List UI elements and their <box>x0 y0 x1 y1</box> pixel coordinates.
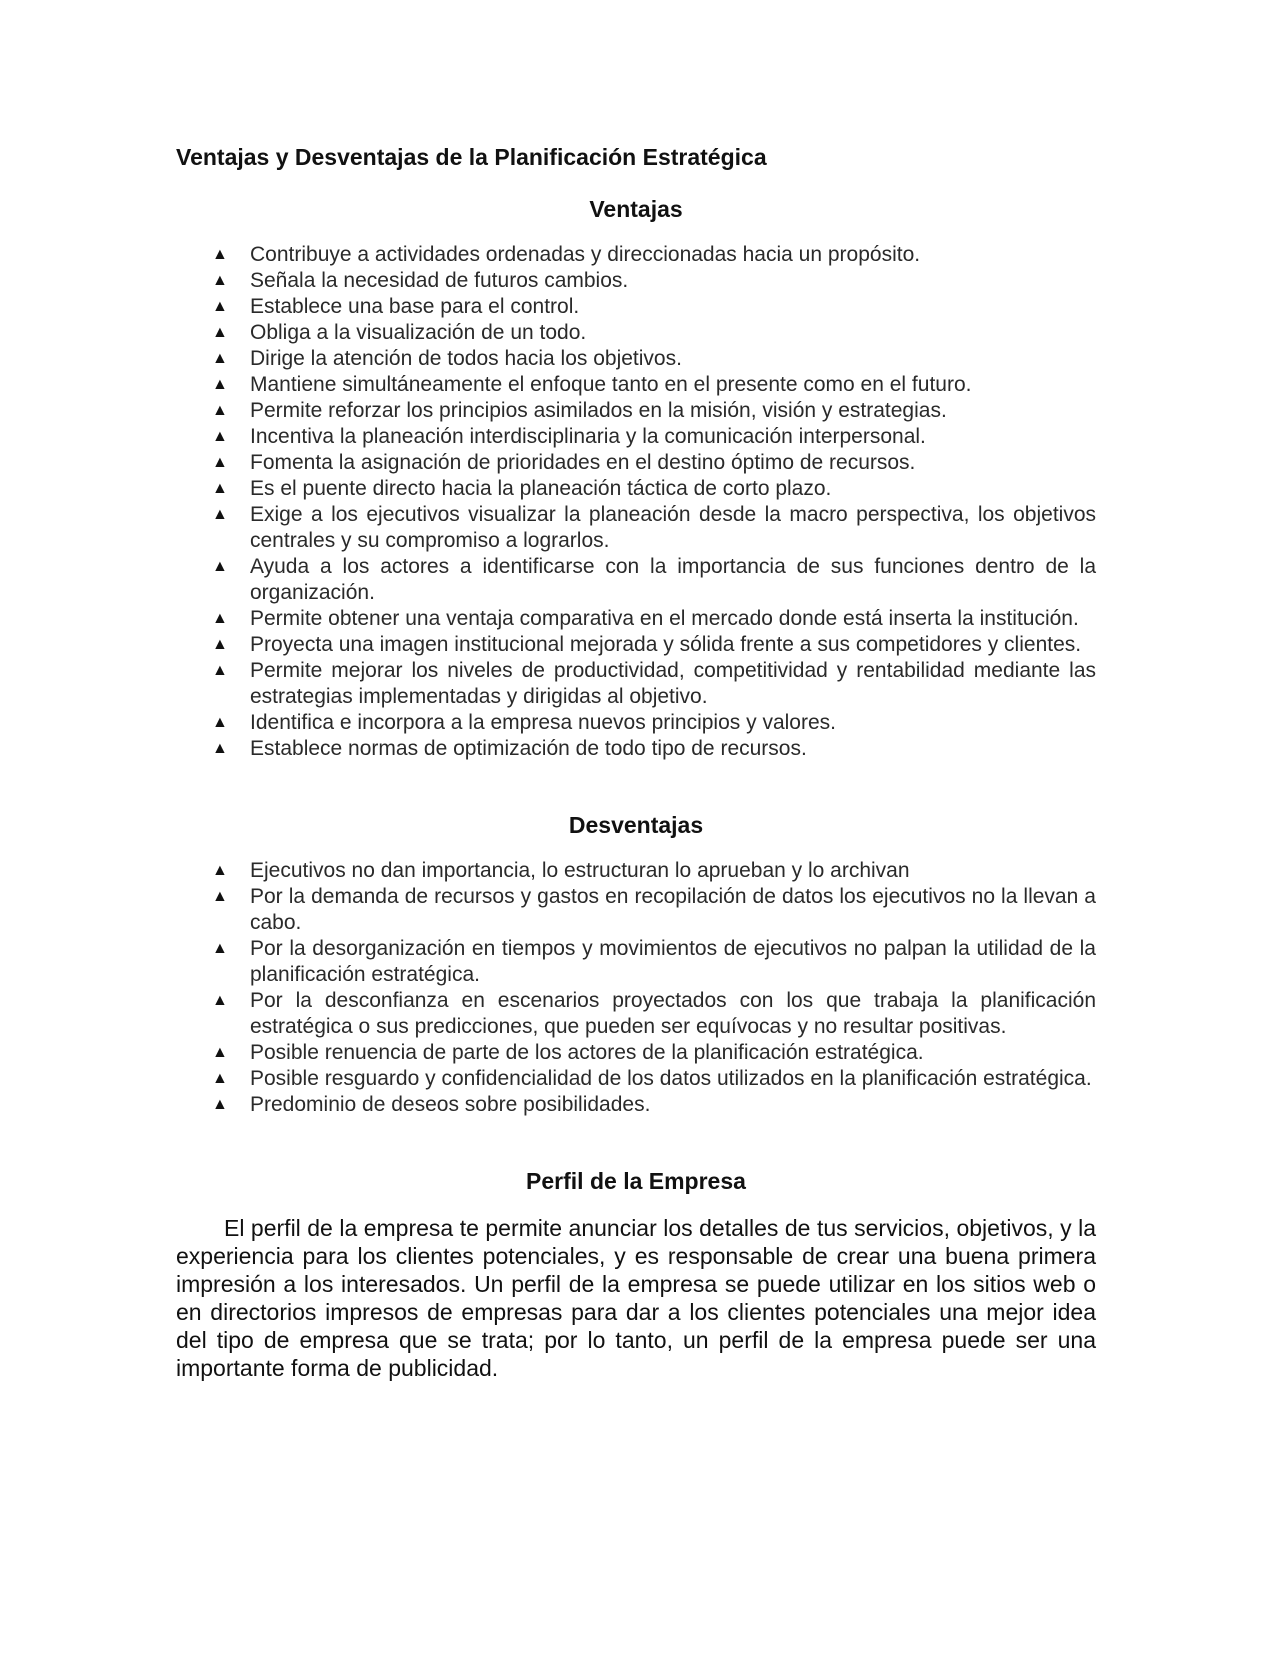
list-item-text: Señala la necesidad de futuros cambios. <box>250 269 629 292</box>
ventajas-section <box>176 194 1096 762</box>
list-item-text: Permite obtener una ventaja comparativa en el mercado donde está inserta la institución. <box>250 607 1079 630</box>
list-item-text: Establece una base para el control. <box>250 295 580 318</box>
list-item-text: Por la demanda de recursos y gastos en recopilación de datos los ejecutivos no la llevan a cabo. <box>250 885 1096 934</box>
triangle-bullet-icon: ▲ <box>212 350 228 367</box>
list-item <box>212 1092 1096 1118</box>
list-item-text: Por la desorganización en tiempos y movimientos de ejecutivos no palpan la utilidad de la planificación estratégica. <box>250 937 1096 986</box>
list-item <box>212 858 1096 884</box>
list-item <box>212 346 1096 372</box>
list-item-text: Permite reforzar los principios asimilados en la misión, visión y estrategias. <box>250 399 947 422</box>
list-item <box>212 632 1096 658</box>
list-item <box>212 554 1096 606</box>
list-item-text: Posible renuencia de parte de los actores de la planificación estratégica. <box>250 1041 924 1064</box>
list-item-text: Incentiva la planeación interdisciplinaria y la comunicación interpersonal. <box>250 425 926 448</box>
list-item <box>212 268 1096 294</box>
triangle-bullet-icon: ▲ <box>212 402 228 419</box>
list-item <box>212 936 1096 988</box>
list-item-text: Por la desconfianza en escenarios proyectados con los que trabaja la planificación estratégica o sus predicciones, que pueden ser equívocas y no resultar positivas. <box>250 989 1096 1038</box>
list-item-text: Dirige la atención de todos hacia los objetivos. <box>250 347 682 370</box>
list-item-text: Fomenta la asignación de prioridades en el destino óptimo de recursos. <box>250 451 916 474</box>
list-item-text: Exige a los ejecutivos visualizar la planeación desde la macro perspectiva, los objetivos centrales y su compromiso a lograrlos. <box>250 503 1096 552</box>
triangle-bullet-icon: ▲ <box>212 862 228 879</box>
list-item <box>212 606 1096 632</box>
list-item <box>212 884 1096 936</box>
triangle-bullet-icon: ▲ <box>212 662 228 679</box>
list-item-text: Ayuda a los actores a identificarse con la importancia de sus funciones dentro de la organización. <box>250 555 1096 604</box>
list-item <box>212 658 1096 710</box>
triangle-bullet-icon: ▲ <box>212 940 228 957</box>
list-item <box>212 502 1096 554</box>
list-item-text: Mantiene simultáneamente el enfoque tanto en el presente como en el futuro. <box>250 373 972 396</box>
triangle-bullet-icon: ▲ <box>212 740 228 757</box>
list-item <box>212 242 1096 268</box>
desventajas-list <box>176 858 1096 1118</box>
list-item <box>212 450 1096 476</box>
perfil-section <box>176 1166 1096 1382</box>
list-item-text: Ejecutivos no dan importancia, lo estructuran lo aprueban y lo archivan <box>250 859 910 882</box>
list-item <box>212 424 1096 450</box>
triangle-bullet-icon: ▲ <box>212 454 228 471</box>
list-item-text: Posible resguardo y confidencialidad de los datos utilizados en la planificación estratégica. <box>250 1067 1092 1090</box>
triangle-bullet-icon: ▲ <box>212 324 228 341</box>
triangle-bullet-icon: ▲ <box>212 1070 228 1087</box>
ventajas-heading: Ventajas <box>589 196 683 222</box>
list-item-text: Obliga a la visualización de un todo. <box>250 321 587 344</box>
triangle-bullet-icon: ▲ <box>212 1044 228 1061</box>
list-item-text: Contribuye a actividades ordenadas y direccionadas hacia un propósito. <box>250 243 921 266</box>
list-item-text: Proyecta una imagen institucional mejorada y sólida frente a sus competidores y clientes. <box>250 633 1082 656</box>
triangle-bullet-icon: ▲ <box>212 558 228 575</box>
list-item <box>212 988 1096 1040</box>
list-item <box>212 398 1096 424</box>
document-page <box>176 142 1096 1382</box>
perfil-paragraph: El perfil de la empresa te permite anunciar los detalles de tus servicios, objetivos, y la experiencia para los clientes potenciales, y es responsable de crear una buena primera impresión a los interesados. Un perfil de la empresa se puede utilizar en los sitios web o en directorios impresos de empresas para dar a los clientes potenciales una mejor idea del tipo de empresa que se trata; por lo tanto, un perfil de la empresa puede ser una importante forma de publicidad. <box>176 1215 1096 1381</box>
triangle-bullet-icon: ▲ <box>212 888 228 905</box>
triangle-bullet-icon: ▲ <box>212 480 228 497</box>
triangle-bullet-icon: ▲ <box>212 714 228 731</box>
triangle-bullet-icon: ▲ <box>212 506 228 523</box>
list-item-text: Permite mejorar los niveles de productividad, competitividad y rentabilidad mediante las estrategias implementadas y dirigidas al objetivo. <box>250 659 1096 708</box>
triangle-bullet-icon: ▲ <box>212 636 228 653</box>
list-item <box>212 476 1096 502</box>
list-item-text: Identifica e incorpora a la empresa nuevos principios y valores. <box>250 711 836 734</box>
triangle-bullet-icon: ▲ <box>212 428 228 445</box>
ventajas-list <box>176 242 1096 762</box>
document-title: Ventajas y Desventajas de la Planificación Estratégica <box>176 144 767 170</box>
list-item <box>212 736 1096 762</box>
list-item-text: Predominio de deseos sobre posibilidades. <box>250 1093 651 1116</box>
perfil-heading: Perfil de la Empresa <box>526 1168 746 1194</box>
list-item <box>212 372 1096 398</box>
triangle-bullet-icon: ▲ <box>212 1096 228 1113</box>
list-item <box>212 1040 1096 1066</box>
desventajas-section <box>176 810 1096 1118</box>
triangle-bullet-icon: ▲ <box>212 298 228 315</box>
list-item <box>212 710 1096 736</box>
list-item-text: Es el puente directo hacia la planeación táctica de corto plazo. <box>250 477 832 500</box>
triangle-bullet-icon: ▲ <box>212 610 228 627</box>
list-item <box>212 320 1096 346</box>
list-item <box>212 1066 1096 1092</box>
triangle-bullet-icon: ▲ <box>212 246 228 263</box>
triangle-bullet-icon: ▲ <box>212 376 228 393</box>
desventajas-heading: Desventajas <box>568 812 704 838</box>
triangle-bullet-icon: ▲ <box>212 272 228 289</box>
triangle-bullet-icon: ▲ <box>212 992 228 1009</box>
list-item-text: Establece normas de optimización de todo tipo de recursos. <box>250 737 807 760</box>
list-item <box>212 294 1096 320</box>
